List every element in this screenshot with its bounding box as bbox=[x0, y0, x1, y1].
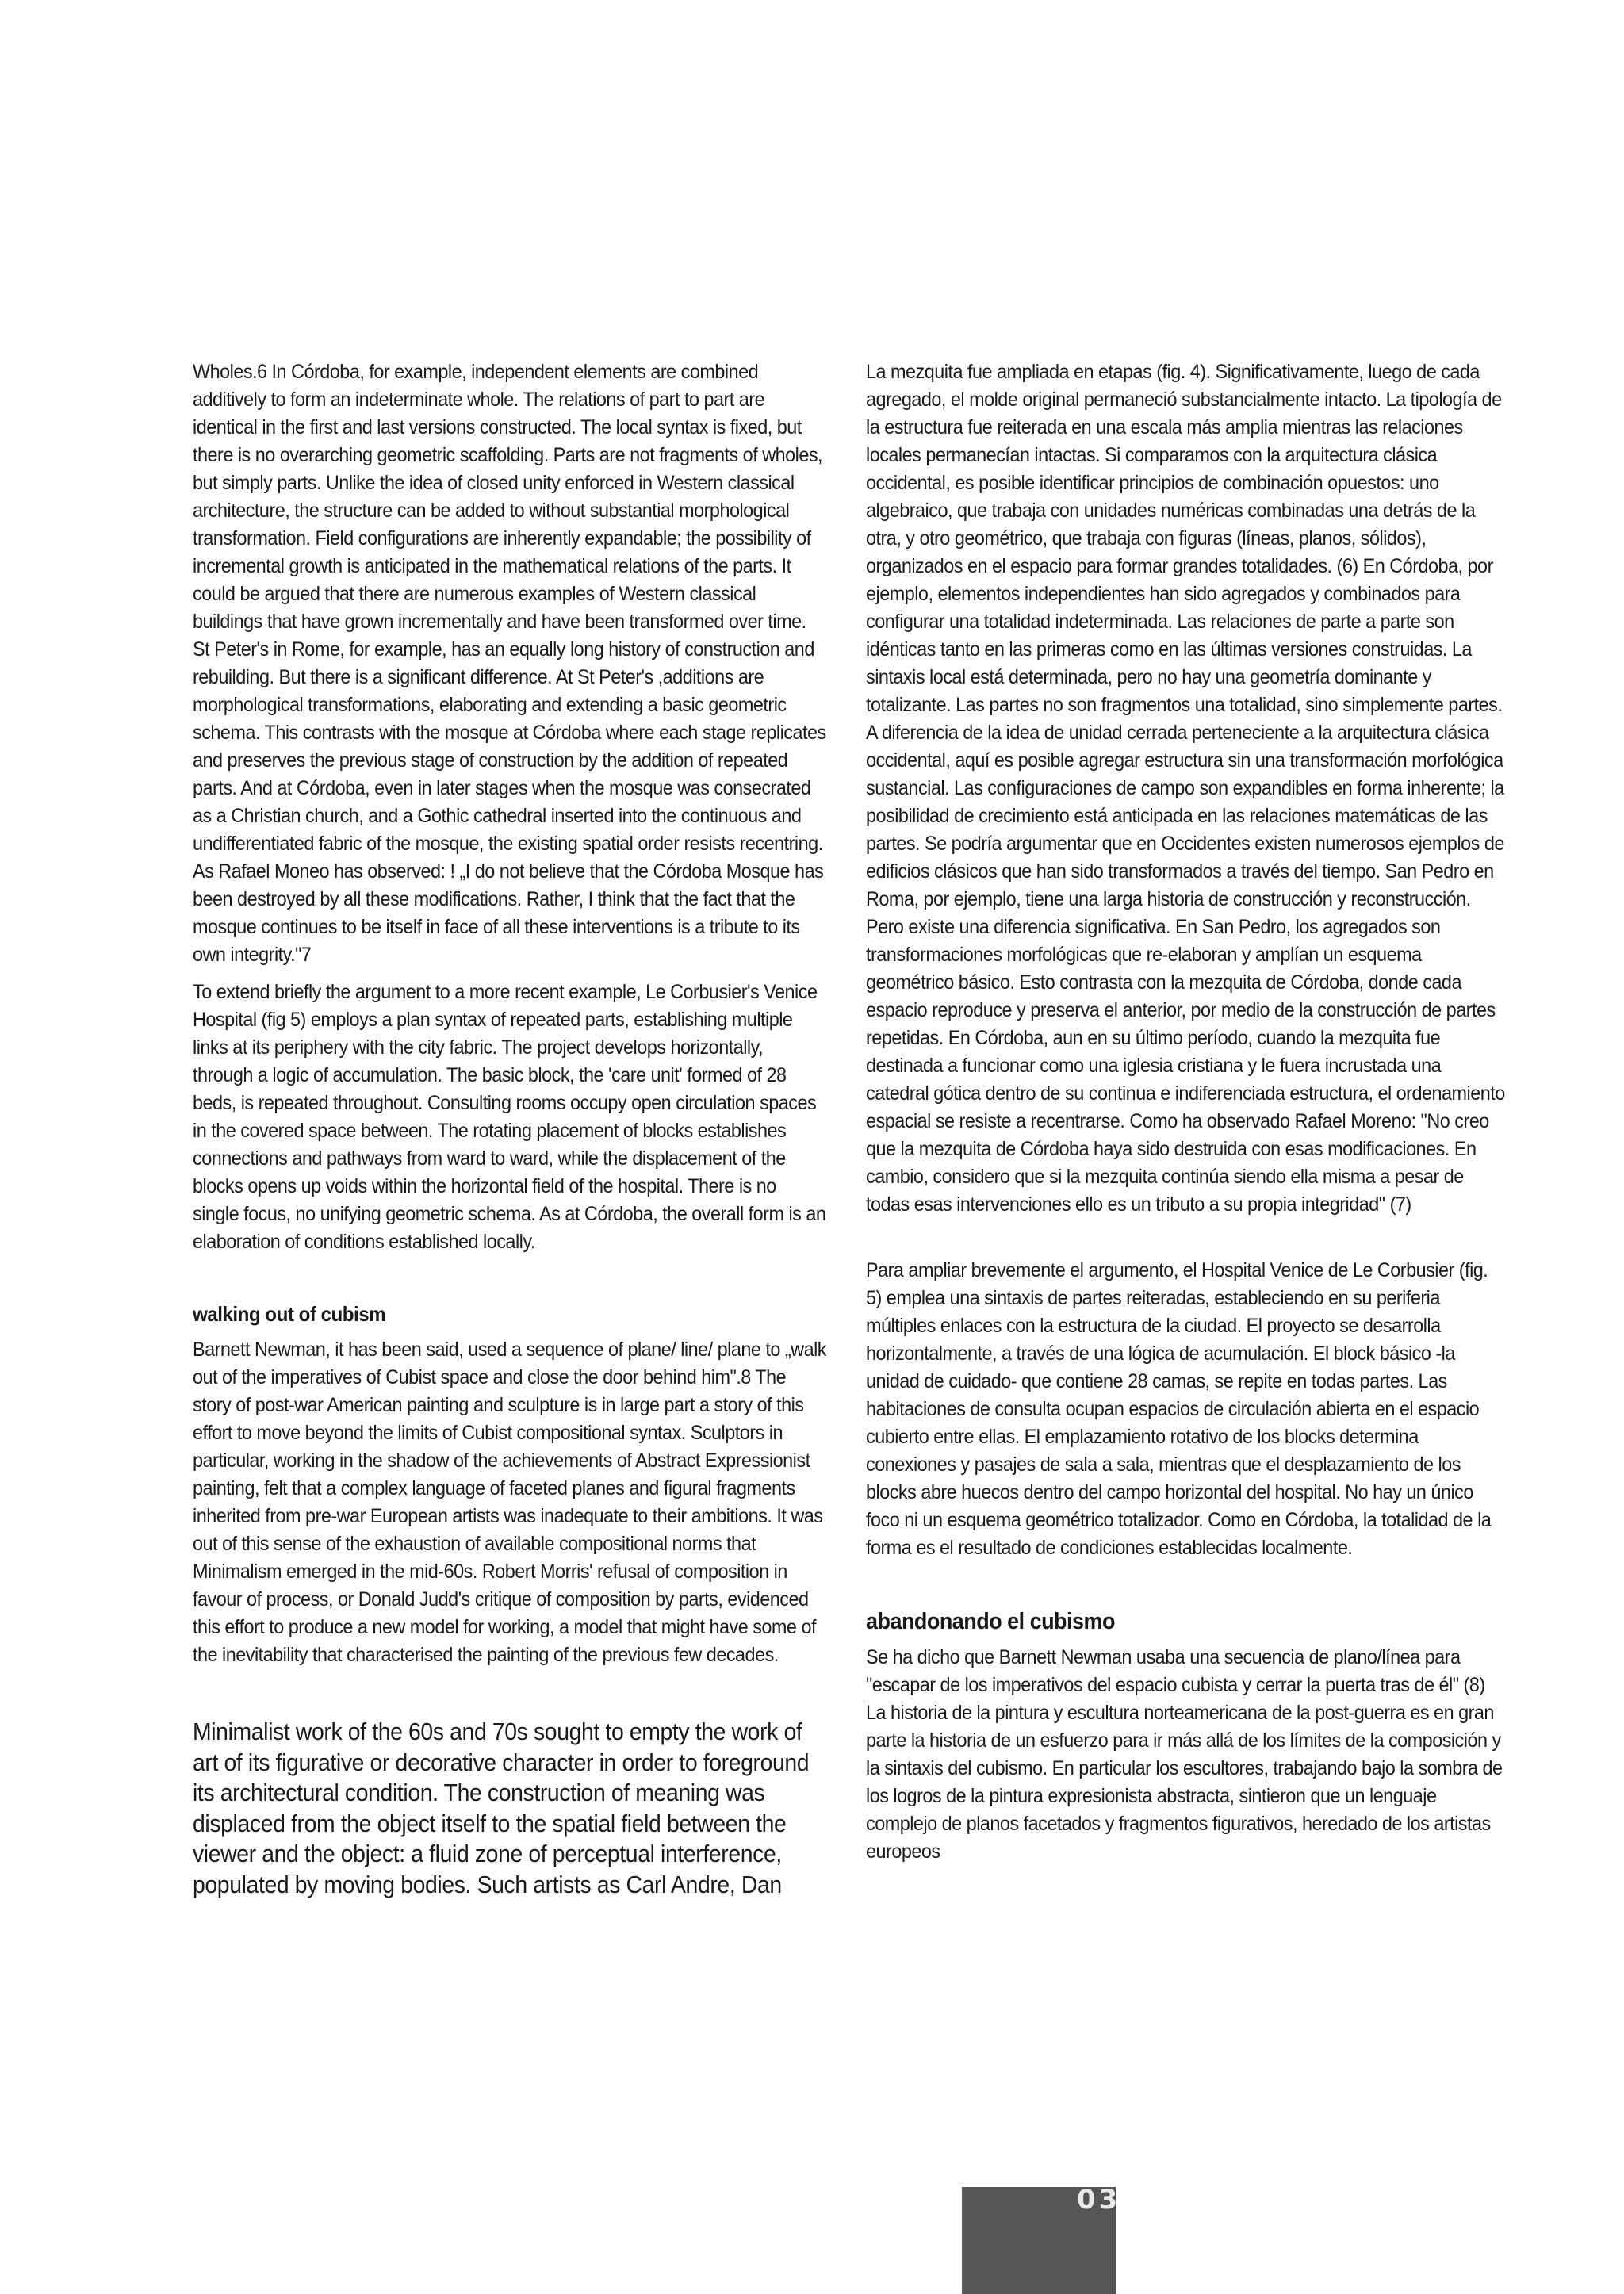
page-number: 03 bbox=[1077, 2184, 1121, 2215]
body-paragraph-venice-hospital: To extend briefly the argument to a more recent example, Le Corbusier's Venice Hospital (fig 5) employs a plan syntax of repeated parts, establishing multiple links at its periphery with the city fabric. The project develops horizontally, through a logic of accumulation. The basic block, the 'care unit' formed of 28 beds, is repeated throughout. Consulting rooms occupy open circulation spaces in the covered space between. The rotating placement of blocks establishes connections and pathways from ward to ward, while the displacement of the blocks opens up voids within the horizontal field of the hospital. There is no single focus, no unifying geometric schema. As at Córdoba, the overall form is an elaboration of conditions established locally. bbox=[193, 981, 826, 1253]
spanish-column bbox=[866, 358, 1507, 1875]
lead-paragraph-minimalist: Minimalist work of the 60s and 70s sought to empty the work of art of its figurative or decorative character in order to foreground its architectural condition. The construction of meaning was displaced from the object itself to the spatial field between the viewer and the object: a fluid zone of perceptual interference, populated by moving bodies. Such artists as Carl Andre, Dan bbox=[193, 1718, 810, 1898]
body-paragraph-newman: Barnett Newman, it has been said, used a sequence of plane/ line/ plane to „walk out of the imperatives of Cubist space and close the door behind him".8 The story of post-war American painting and sculpture is in large part a story of this effort to move beyond the limits of Cubist compositional syntax. Sculptors in particular, working in the shadow of the achievements of Abstract Expressionist painting, felt that a complex language of faceted planes and figural fragments inherited from pre-war European artists was inadequate to their ambitions. It was out of this sense of the exhaustion of available compositional norms that Minimalism emerged in the mid-60s. Robert Morris' refusal of composition in favour of process, or Donald Judd's critique of composition by parts, evidenced this effort to produce a new model for working, a model that might have some of the inevitability that characterised the painting of the previous few decades. bbox=[193, 1338, 826, 1666]
section-heading-abandonando-el-cubismo: abandonando el cubismo bbox=[866, 1609, 1115, 1634]
body-paragraph-newman-es: Se ha dicho que Barnett Newman usaba una secuencia de plano/línea para "escapar de los imperativos del espacio cubista y cerrar la puerta tras de él" (8) La historia de la pintura y escultura norteamericana de la post-guerra es en gran parte la historia de un esfuerzo para ir más allá de los límites de la composición y la sintaxis del cubismo. En particular los escultores, trabajando bajo la sombra de los logros de la pintura expresionista abstracta, sintieron que un lenguaje complejo de planos facetados y fragmentos figurativos, heredado de los artistas europeos bbox=[866, 1646, 1503, 1863]
body-paragraph-hospital-venice: Para ampliar brevemente el argumento, el Hospital Venice de Le Corbusier (fig. 5) emplea una sintaxis de partes reiteradas, estableciendo en su periferia múltiples enlaces con la estructura de la ciudad. El proyecto se desarrolla horizontalmente, a través de una lógica de acumulación. El block básico -la unidad de cuidado- que contiene 28 camas, se repite en todas partes. Las habitaciones de consulta ocupan espacios de circulación abierta en el espacio cubierto entre ellas. El emplazamiento rotativo de los blocks determina conexiones y pasajes de sala a sala, mientras que el desplazamiento de los blocks abre huecos dentro del campo horizontal del hospital. No hay un único foco ni un esquema geométrico totalizador. Como en Córdoba, la totalidad de la forma es el resultado de condiciones establecidas localmente. bbox=[866, 1259, 1492, 1559]
body-paragraph-mezquita: La mezquita fue ampliada en etapas (fig. 4). Significativamente, luego de cada agregado, el molde original permaneció substancialmente intacto. La tipología de la estructura fue reiterada en una escala más amplia mientras las relaciones locales permanecían intactas. Si comparamos con la arquitectura clásica occidental, es posible identificar principios de combinación opuestos: uno algebraico, que trabaja con unidades numéricas combinadas una detrás de la otra, y otro geométrico, que trabaja con figuras (líneas, planos, sólidos), organizados en el espacio para formar grandes totalidades. (6) En Córdoba, por ejemplo, elementos independientes han sido agregados y combinados para configurar una totalidad indeterminada. Las relaciones de parte a parte son idénticas tanto en las primeras como en las últimas versiones construidas. La sintaxis local está determinada, pero no hay una geometría dominante y totalizante. Las partes no son fragmentos una totalidad, sino simplemente partes. A diferencia de la idea de unidad cerrada perteneciente a la arquitectura clásica occidental, aquí es posible agregar estructura sin una transformación morfológica sustancial. Las configuraciones de campo son expandibles en forma inherente; la posibilidad de crecimiento está anticipada en las relaciones matemáticas de las partes. Se podría argumentar que en Occidentes existen numerosos ejemplos de edificios clásicos que han sido transformados a través del tiempo. San Pedro en Roma, por ejemplo, tiene una larga historia de construcción y reconstrucción. Pero existe una diferencia significativa. En San Pedro, los agregados son transformaciones morfológicas que re-elaboran y amplían un esquema geométrico básico. Esto contrasta con la mezquita de Córdoba, donde cada espacio reproduce y preserva el anterior, por medio de la construcción de partes repetidas. En Córdoba, aun en su último período, cuando la mezquita fue destinada a funcionar como una iglesia cristiana y le fuera incrustada una catedral gótica dentro de su continua e indiferenciada estructura, el ordenamiento espacial se resiste a recentrarse. Como ha observado Rafael Moreno: "No creo que la mezquita de Córdoba haya sido destruida con esas modificaciones. En cambio, considero que si la mezquita continúa siendo ella misma a pesar de todas esas intervenciones ello es un tributo a su propia integridad" (7) bbox=[866, 361, 1505, 1216]
english-column bbox=[193, 358, 827, 1900]
section-heading-walking-out-of-cubism: walking out of cubism bbox=[193, 1302, 386, 1326]
body-paragraph-cordoba: Wholes.6 In Córdoba, for example, independent elements are combined additively to form an indeterminate whole. The relations of part to part are identical in the first and last versions constructed. The local syntax is fixed, but there is no overarching geometric scaffolding. Parts are not fragments of wholes, but simply parts. Unlike the idea of closed unity enforced in Western classical architecture, the structure can be added to without substantial morphological transformation. Field configurations are inherently expandable; the possibility of incremental growth is anticipated in the mathematical relations of the parts. It could be argued that there are numerous examples of Western classical buildings that have grown incrementally and have been transformed over time. St Peter's in Rome, for example, has an equally long history of construction and rebuilding. But there is a significant difference. At St Peter's ,additions are morphological transformations, elaborating and extending a basic geometric schema. This contrasts with the mosque at Córdoba where each stage replicates and preserves the previous stage of construction by the addition of repeated parts. And at Córdoba, even in later stages when the mosque was consecrated as a Christian church, and a Gothic cathedral inserted into the continuous and undifferentiated fabric of the mosque, the existing spatial order resists recentring. As Rafael Moneo has observed: ! „I do not believe that the Córdoba Mosque has been destroyed by all these modifications. Rather, I think that the fact that the mosque continues to be itself in face of all these interventions is a tribute to its own integrity."7 bbox=[193, 361, 826, 966]
